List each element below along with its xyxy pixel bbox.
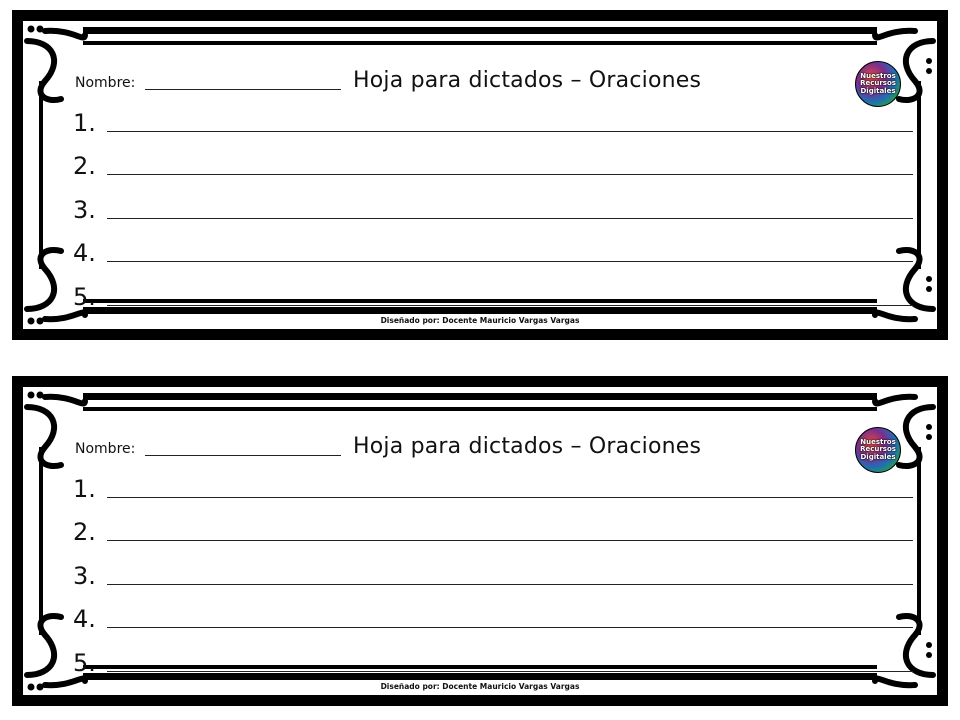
writing-line[interactable] (107, 497, 913, 498)
line-number: 3. (73, 195, 96, 224)
left-rail (39, 447, 43, 635)
dictation-lines (73, 93, 913, 311)
nombre-label: Nombre: (75, 441, 136, 457)
line-number: 5. (73, 648, 96, 677)
line-number: 5. (73, 282, 96, 311)
line-number: 4. (73, 605, 96, 633)
line-number: 2. (73, 152, 96, 180)
line-number: 3. (73, 561, 96, 590)
writing-line[interactable] (107, 131, 913, 132)
dictation-line (73, 503, 913, 547)
logo-text: Nuestros Recursos Digitales (860, 71, 896, 95)
dictation-sheet (12, 376, 948, 706)
line-number: 1. (73, 108, 96, 137)
nombre-label: Nombre: (75, 75, 136, 91)
writing-line[interactable] (107, 174, 913, 175)
left-rail (39, 81, 43, 269)
writing-line[interactable] (107, 671, 913, 672)
dictation-line (73, 633, 913, 677)
dictation-lines (73, 459, 913, 677)
writing-line[interactable] (107, 584, 913, 585)
dictation-line (73, 546, 913, 590)
sheet-title: Hoja para dictados – Oraciones (353, 68, 702, 93)
top-band-thin (83, 41, 877, 45)
designer-credit: Diseñado por: Docente Mauricio Vargas Vargas (380, 682, 580, 691)
dictation-line (73, 224, 913, 268)
dictation-line (73, 137, 913, 181)
sheet-title: Hoja para dictados – Oraciones (353, 434, 702, 459)
line-number: 4. (73, 239, 96, 267)
nombre-field[interactable] (145, 455, 341, 456)
dictation-line (73, 459, 913, 503)
dictation-line (73, 93, 913, 137)
line-number: 2. (73, 518, 96, 546)
dictation-line (73, 267, 913, 311)
nuestros-recursos-digitales-logo-icon (855, 61, 901, 107)
writing-line[interactable] (107, 218, 913, 219)
right-rail (917, 81, 921, 269)
right-rail (917, 447, 921, 635)
header-row (75, 425, 775, 459)
writing-line[interactable] (107, 305, 913, 306)
writing-line[interactable] (107, 540, 913, 541)
writing-line[interactable] (107, 261, 913, 262)
nuestros-recursos-digitales-logo-icon (855, 427, 901, 473)
logo-text: Nuestros Recursos Digitales (860, 437, 896, 461)
writing-line[interactable] (107, 627, 913, 628)
header-row (75, 59, 775, 93)
line-number: 1. (73, 474, 96, 503)
dictation-line (73, 590, 913, 634)
nombre-field[interactable] (145, 89, 341, 90)
dictation-line (73, 180, 913, 224)
top-band (83, 393, 877, 400)
dictation-sheet (12, 10, 948, 340)
top-band (83, 27, 877, 34)
top-band-thin (83, 407, 877, 411)
designer-credit: Diseñado por: Docente Mauricio Vargas Vargas (380, 316, 580, 325)
